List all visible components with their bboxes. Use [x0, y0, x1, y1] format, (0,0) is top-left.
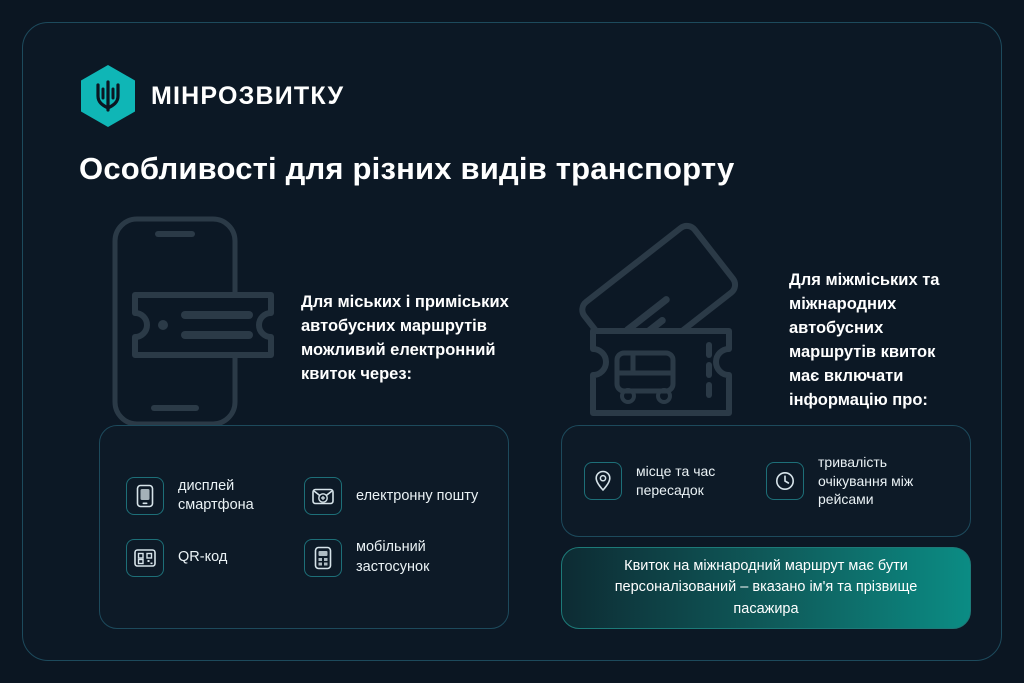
- feature-label: електронну пошту: [356, 487, 479, 504]
- feature-label: QR-код: [178, 548, 228, 565]
- clock-icon: [766, 462, 804, 500]
- page-title: Особливості для різних видів транспорту: [79, 151, 735, 186]
- left-features-panel: [99, 425, 509, 629]
- map-pin-icon: [584, 462, 622, 500]
- note-text: Квиток на міжнародний маршрут має бути персоналізований – вказано ім'я та прізвище пасажира: [614, 558, 918, 617]
- left-intro-text: Для міських і приміських автобусних маршрутів можливий електронний квиток через:: [301, 293, 509, 383]
- mobile-app-icon: [304, 539, 342, 577]
- feature-qr-code: [126, 538, 304, 577]
- feature-label: дисплей смартфона: [178, 477, 254, 514]
- infographic-card: [22, 22, 1002, 661]
- bus-tickets-icon: [533, 213, 803, 443]
- feature-label: тривалість очікування між рейсами: [818, 453, 914, 508]
- feature-label: мобільний застосунок: [356, 539, 430, 575]
- feature-mobile-app: [304, 538, 482, 577]
- feature-transfer-place-time: [584, 453, 766, 510]
- feature-smartphone-display: [126, 477, 304, 516]
- trident-icon: [81, 65, 135, 127]
- right-intro-text: Для міжміських та міжнародних автобусних маршрутів квиток має включати інформацію про:: [789, 271, 940, 409]
- left-features-grid: [100, 426, 508, 628]
- feature-email: [304, 477, 482, 516]
- smartphone-display-icon: [126, 477, 164, 515]
- international-route-note: [561, 547, 971, 629]
- qr-code-icon: [126, 539, 164, 577]
- feature-waiting-duration: [766, 453, 948, 510]
- email-envelope-icon: [304, 477, 342, 515]
- brand-logo: [81, 65, 344, 127]
- right-features-grid: [562, 426, 970, 536]
- smartphone-ticket-icon: [93, 213, 303, 443]
- brand-name: МІНРОЗВИТКУ: [151, 81, 345, 110]
- right-features-panel: [561, 425, 971, 537]
- feature-label: місце та час пересадок: [636, 463, 716, 498]
